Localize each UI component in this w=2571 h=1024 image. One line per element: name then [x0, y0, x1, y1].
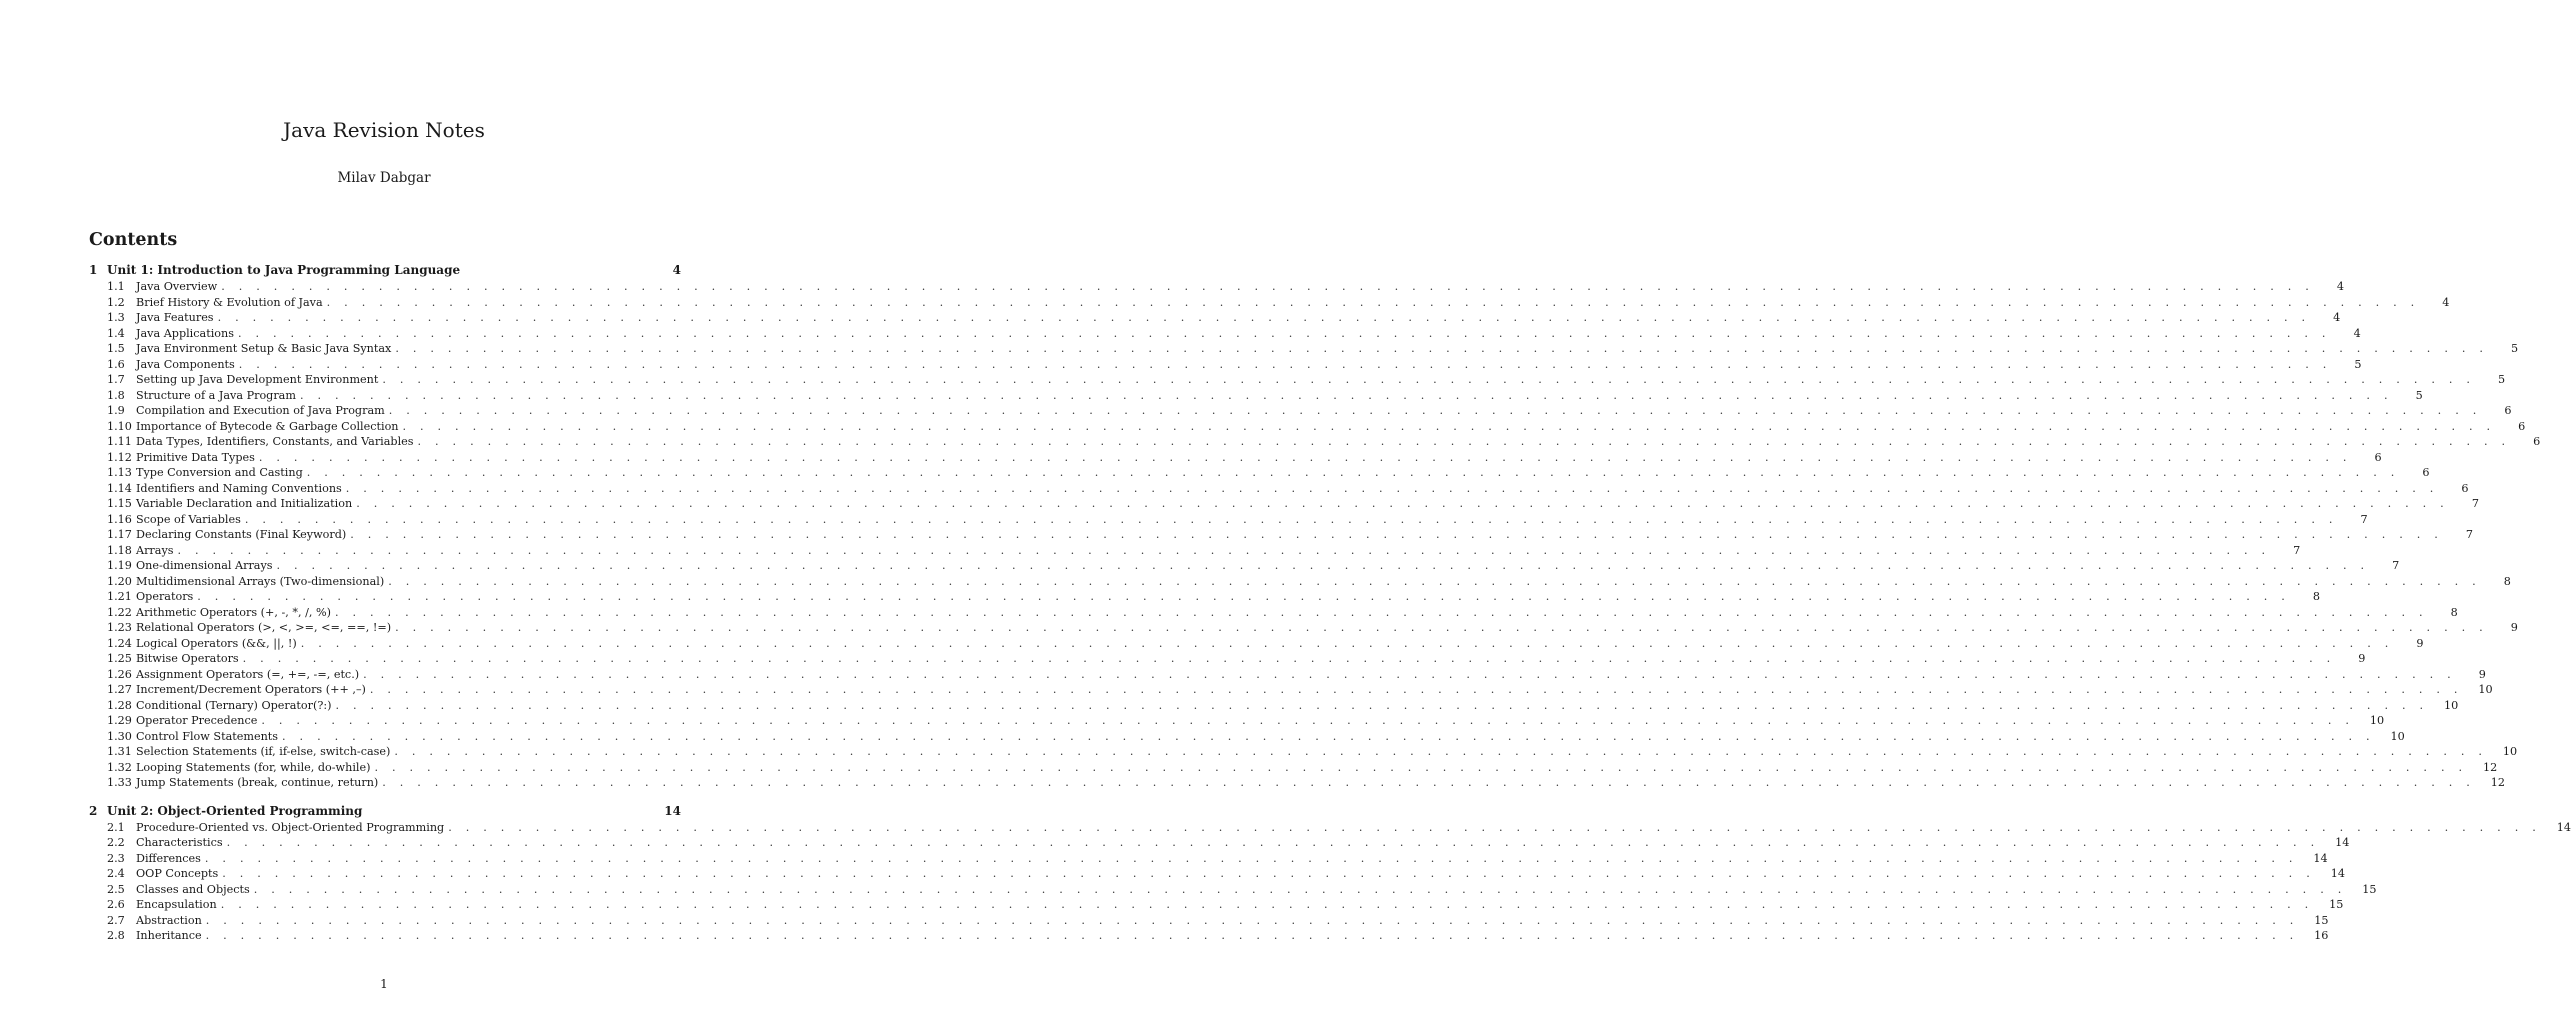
toc-section-title: One-dimensional Arrays	[136, 559, 273, 572]
toc-section-title: Brief History & Evolution of Java	[136, 295, 323, 309]
toc-unit-page: 4	[672, 263, 681, 277]
dot-leader: . . . . . . . . . . . . . . . . . . . . . . . . . . . . . . . . . . . . . . . . . . . . . . . . . . . . . . . . . . . . . . . . . . . . . . . . . . . . . . . . . . . . . . . . . . . . . . . . . . . . . . . . . . . . . . . . . . . . . . . .	[261, 714, 2355, 727]
toc-section-page: 10	[2390, 729, 2405, 743]
toc-section-number: 1.25	[107, 652, 132, 665]
toc-section-title: Multidimensional Arrays (Two-dimensional)	[136, 574, 385, 588]
toc-section-page: 8	[2312, 590, 2321, 603]
dot-leader: . . . . . . . . . . . . . . . . . . . . . . . . . . . . . . . . . . . . . . . . . . . . . . . . . . . . . . . . . . . . . . . . . . . . . . . . . . . . . . . . . . . . . . . . . . . . . . . . . . . . . . . . . . . . . . . . . . . . . . . .	[204, 851, 2298, 865]
toc-section-page: 5	[2498, 373, 2506, 386]
toc-section-number: 2.2	[107, 836, 125, 849]
toc-section-number: 1.32	[107, 760, 132, 774]
toc-section-number: 1.12	[107, 450, 132, 464]
toc-section-page: 6	[2518, 419, 2526, 433]
toc-section-title: Differences	[136, 851, 201, 865]
toc-section-entry[interactable]	[89, 574, 2511, 591]
dot-leader: . . . . . . . . . . . . . . . . . . . . . . . . . . . . . . . . . . . . . . . . . . . . . . . . . . . . . . . . . . . . . . . . . . . . . . . . . . . . . . . . . . . . . . . . . . . . . . . . . . . . . . . . . . . . . . . . . . . . . . . .	[417, 435, 2511, 448]
dot-leader: . . . . . . . . . . . . . . . . . . . . . . . . . . . . . . . . . . . . . . . . . . . . . . . . . . . . . . . . . . . . . . . . . . . . . . . . . . . . . . . . . . . . . . . . . . . . . . . . . . . . . . . . . . . . . . . . . . . . . . . .	[244, 512, 2338, 526]
toc-section-title: Compilation and Execution of Java Program	[136, 404, 385, 417]
toc-section-number: 1.30	[107, 729, 132, 743]
toc-section-page: 7	[2471, 497, 2479, 510]
toc-section-entry[interactable]	[89, 605, 2458, 622]
toc-section-entry[interactable]	[89, 435, 2541, 451]
page-number: 1	[380, 977, 388, 991]
toc-section-entry[interactable]	[89, 836, 2350, 852]
toc-section-title: Control Flow Statements	[136, 729, 279, 743]
toc-section-number: 1.10	[107, 419, 132, 433]
contents-heading: Contents	[89, 230, 178, 250]
toc-section-number: 1.31	[107, 745, 132, 758]
dot-leader: . . . . . . . . . . . . . . . . . . . . . . . . . . . . . . . . . . . . . . . . . . . . . . . . . . . . . . . . . . . . . . . . . . . . . . . . . . . . . . . . . . . . . . . . . . . . . . . . . . . . . . . . . . . . . . . . . . . . . . . .	[326, 295, 2420, 309]
toc-section-entry[interactable]	[89, 357, 2362, 374]
toc-section-title: Scope of Variables	[136, 512, 241, 526]
dot-leader: . . . . . . . . . . . . . . . . . . . . . . . . . . . . . . . . . . . . . . . . . . . . . . . . . . . . . . . . . . . . . . . . . . . . . . . . . . . . . . . . . . . . . . . . . . . . . . . . . . . . . . . . . . . . . . . . . . . . . . . .	[382, 776, 2475, 789]
toc-section-entry[interactable]	[89, 698, 2459, 715]
toc-section-page: 4	[2442, 295, 2450, 309]
dot-leader: . . . . . . . . . . . . . . . . . . . . . . . . . . . . . . . . . . . . . . . . . . . . . . . . . . . . . . . . . . . . . . . . . . . . . . . . . . . . . . . . . . . . . . . . . . . . . . . . . . . . . . . . . . . . . . . . . . . . . . . .	[395, 342, 2489, 355]
toc-section-page: 14	[2313, 851, 2328, 865]
toc-section-page: 12	[2490, 776, 2505, 789]
toc-section-title: Java Features	[136, 311, 214, 324]
dot-leader: . . . . . . . . . . . . . . . . . . . . . . . . . . . . . . . . . . . . . . . . . . . . . . . . . . . . . . . . . . . . . . . . . . . . . . . . . . . . . . . . . . . . . . . . . . . . . . . . . . . . . . . . . . . . . . . . . . . . . . . .	[335, 605, 2428, 619]
toc-section-entry[interactable]	[89, 559, 2400, 575]
toc-section-number: 1.23	[107, 621, 132, 634]
dot-leader: . . . . . . . . . . . . . . . . . . . . . . . . . . . . . . . . . . . . . . . . . . . . . . . . . . . . . . . . . . . . . . . . . . . . . . . . . . . . . . . . . . . . . . . . . . . . . . . . . . . . . . . . . . . . . . . . . . . . . . . .	[221, 280, 2314, 293]
toc-section-title: Arrays	[136, 543, 174, 557]
toc-section-title: Abstraction	[136, 913, 202, 927]
toc-section-page: 9	[2416, 636, 2424, 650]
toc-section-title: Looping Statements (for, while, do-while)	[136, 760, 371, 774]
toc-section-number: 2.5	[107, 882, 125, 896]
toc-section-page: 15	[2329, 898, 2344, 911]
dot-leader: . . . . . . . . . . . . . . . . . . . . . . . . . . . . . . . . . . . . . . . . . . . . . . . . . . . . . . . . . . . . . . . . . . . . . . . . . . . . . . . . . . . . . . . . . . . . . . . . . . . . . . . . . . . . . . . . . . . . . . . .	[374, 760, 2468, 774]
toc-section-number: 1.8	[107, 388, 125, 402]
toc-unit-number: 1	[89, 263, 98, 277]
table-of-contents	[89, 263, 2571, 957]
toc-section-page: 8	[2503, 574, 2511, 588]
toc-section-number: 1.15	[107, 497, 132, 510]
toc-section-page: 7	[2392, 559, 2400, 572]
dot-leader: . . . . . . . . . . . . . . . . . . . . . . . . . . . . . . . . . . . . . . . . . . . . . . . . . . . . . . . . . . . . . . . . . . . . . . . . . . . . . . . . . . . . . . . . . . . . . . . . . . . . . . . . . . . . . . . . . . . . . . . .	[300, 636, 2394, 650]
toc-section-number: 2.8	[107, 929, 125, 942]
dot-leader: . . . . . . . . . . . . . . . . . . . . . . . . . . . . . . . . . . . . . . . . . . . . . . . . . . . . . . . . . . . . . . . . . . . . . . . . . . . . . . . . . . . . . . . . . . . . . . . . . . . . . . . . . . . . . . . . . . . . . . . .	[363, 667, 2456, 681]
toc-section-number: 1.20	[107, 574, 132, 588]
toc-section-page: 6	[2533, 435, 2541, 448]
toc-section-entry[interactable]	[89, 590, 2321, 606]
toc-section-page: 6	[2422, 466, 2430, 479]
dot-leader: . . . . . . . . . . . . . . . . . . . . . . . . . . . . . . . . . . . . . . . . . . . . . . . . . . . . . . . . . . . . . . . . . . . . . . . . . . . . . . . . . . . . . . . . . . . . . . . . . . . . . . . . . . . . . . . . . . . . . . . .	[205, 929, 2299, 942]
toc-section-number: 2.4	[107, 867, 125, 880]
dot-leader: . . . . . . . . . . . . . . . . . . . . . . . . . . . . . . . . . . . . . . . . . . . . . . . . . . . . . . . . . . . . . . . . . . . . . . . . . . . . . . . . . . . . . . . . . . . . . . . . . . . . . . . . . . . . . . . . . . . . . . . .	[394, 745, 2488, 758]
toc-section-number: 1.33	[107, 776, 132, 789]
toc-section-title: Primitive Data Types	[136, 450, 255, 464]
toc-section-page: 15	[2362, 882, 2377, 896]
toc-section-title: Operator Precedence	[136, 714, 258, 727]
dot-leader: . . . . . . . . . . . . . . . . . . . . . . . . . . . . . . . . . . . . . . . . . . . . . . . . . . . . . . . . . . . . . . . . . . . . . . . . . . . . . . . . . . . . . . . . . . . . . . . . . . . . . . . . . . . . . . . . . . . . . . . .	[345, 481, 2439, 495]
toc-section-number: 1.16	[107, 512, 132, 526]
toc-section-page: 7	[2293, 543, 2301, 557]
toc-section-entry[interactable]	[89, 636, 2424, 653]
dot-leader: . . . . . . . . . . . . . . . . . . . . . . . . . . . . . . . . . . . . . . . . . . . . . . . . . . . . . . . . . . . . . . . . . . . . . . . . . . . . . . . . . . . . . . . . . . . . . . . . . . . . . . . . . . . . . . . . . . . . . . . .	[253, 882, 2347, 896]
toc-section-entry[interactable]	[89, 760, 2498, 777]
toc-section-page: 9	[2510, 621, 2518, 634]
toc-section-entry[interactable]	[89, 528, 2473, 544]
toc-section-page: 10	[2502, 745, 2518, 758]
toc-section-entry[interactable]	[89, 481, 2469, 498]
dot-leader: . . . . . . . . . . . . . . . . . . . . . . . . . . . . . . . . . . . . . . . . . . . . . . . . . . . . . . . . . . . . . . . . . . . . . . . . . . . . . . . . . . . . . . . . . . . . . . . . . . . . . . . . . . . . . . . . . . . . . . . .	[356, 497, 2449, 510]
toc-unit	[89, 803, 2571, 945]
toc-section-title: Java Applications	[136, 326, 234, 340]
toc-section-page: 4	[2336, 280, 2344, 293]
document-title: Java Revision Notes	[283, 118, 485, 142]
toc-section-number: 1.19	[107, 559, 132, 572]
toc-section-page: 10	[2443, 698, 2459, 712]
toc-section-title: Characteristics	[136, 836, 223, 849]
toc-section-title: Java Overview	[136, 280, 218, 293]
toc-section-title: Variable Declaration and Initialization	[136, 497, 353, 510]
toc-section-number: 1.26	[107, 667, 132, 681]
toc-section-number: 1.24	[107, 636, 132, 650]
toc-section-title: Increment/Decrement Operators (++ ,–)	[136, 683, 366, 696]
toc-section-title: Setting up Java Development Environment	[136, 373, 379, 386]
toc-section-number: 1.14	[107, 481, 132, 495]
toc-section-page: 7	[2360, 512, 2368, 526]
dot-leader: . . . . . . . . . . . . . . . . . . . . . . . . . . . . . . . . . . . . . . . . . . . . . . . . . . . . . . . . . . . . . . . . . . . . . . . . . . . . . . . . . . . . . . . . . . . . . . . . . . . . . . . . . . . . . . . . . . . . . . . .	[242, 652, 2336, 665]
toc-section-title: Bitwise Operators	[136, 652, 239, 665]
dot-leader: . . . . . . . . . . . . . . . . . . . . . . . . . . . . . . . . . . . . . . . . . . . . . . . . . . . . . . . . . . . . . . . . . . . . . . . . . . . . . . . . . . . . . . . . . . . . . . . . . . . . . . . . . . . . . . . . . . . . . . . .	[448, 820, 2541, 834]
toc-section-entry[interactable]	[89, 867, 2345, 883]
toc-section-entry[interactable]	[89, 326, 2361, 343]
toc-section-number: 1.28	[107, 698, 132, 712]
toc-section-number: 2.1	[107, 820, 125, 834]
toc-section-entry[interactable]	[89, 543, 2301, 560]
toc-section-number: 1.17	[107, 528, 132, 541]
toc-section-page: 6	[2374, 450, 2382, 464]
dot-leader: . . . . . . . . . . . . . . . . . . . . . . . . . . . . . . . . . . . . . . . . . . . . . . . . . . . . . . . . . . . . . . . . . . . . . . . . . . . . . . . . . . . . . . . . . . . . . . . . . . . . . . . . . . . . . . . . . . . . . . . .	[276, 559, 2370, 572]
toc-section-title: Logical Operators (&&, ||, !)	[136, 636, 297, 650]
toc-section-entry[interactable]	[89, 913, 2329, 930]
toc-section-page: 5	[2415, 388, 2423, 402]
toc-section-title: Procedure-Oriented vs. Object-Oriented Programming	[136, 820, 445, 834]
toc-section-page: 9	[2478, 667, 2486, 681]
toc-section-title: Java Environment Setup & Basic Java Syntax	[136, 342, 392, 355]
toc-section-title: OOP Concepts	[136, 867, 219, 880]
toc-section-entry[interactable]	[89, 683, 2493, 699]
toc-section-page: 10	[2478, 683, 2493, 696]
toc-section-page: 10	[2369, 714, 2385, 727]
dot-leader: . . . . . . . . . . . . . . . . . . . . . . . . . . . . . . . . . . . . . . . . . . . . . . . . . . . . . . . . . . . . . . . . . . . . . . . . . . . . . . . . . . . . . . . . . . . . . . . . . . . . . . . . . . . . . . . . . . . . . . . .	[350, 528, 2443, 541]
toc-unit-number: 2	[89, 803, 98, 818]
toc-section-number: 1.4	[107, 326, 125, 340]
toc-section-entry[interactable]	[89, 373, 2506, 389]
dot-leader: . . . . . . . . . . . . . . . . . . . . . . . . . . . . . . . . . . . . . . . . . . . . . . . . . . . . . . . . . . . . . . . . . . . . . . . . . . . . . . . . . . . . . . . . . . . . . . . . . . . . . . . . . . . . . . . . . . . . . . . .	[197, 590, 2291, 603]
dot-leader: . . . . . . . . . . . . . . . . . . . . . . . . . . . . . . . . . . . . . . . . . . . . . . . . . . . . . . . . . . . . . . . . . . . . . . . . . . . . . . . . . . . . . . . . . . . . . . . . . . . . . . . . . . . . . . . . . . . . . . . .	[299, 388, 2393, 402]
dot-leader: . . . . . . . . . . . . . . . . . . . . . . . . . . . . . . . . . . . . . . . . . . . . . . . . . . . . . . . . . . . . . . . . . . . . . . . . . . . . . . . . . . . . . . . . . . . . . . . . . . . . . . . . . . . . . . . . . . . . . . . .	[226, 836, 2320, 849]
toc-section-entry[interactable]	[89, 466, 2430, 482]
toc-section-entry[interactable]	[89, 851, 2328, 868]
toc-section-title: Importance of Bytecode & Garbage Collection	[136, 419, 399, 433]
toc-section-entry[interactable]	[89, 882, 2377, 899]
toc-section-number: 1.7	[107, 373, 125, 386]
toc-section-title: Java Components	[136, 357, 235, 371]
dot-leader: . . . . . . . . . . . . . . . . . . . . . . . . . . . . . . . . . . . . . . . . . . . . . . . . . . . . . . . . . . . . . . . . . . . . . . . . . . . . . . . . . . . . . . . . . . . . . . . . . . . . . . . . . . . . . . . . . . . . . . . .	[306, 466, 2400, 479]
toc-unit-title: Unit 2: Object-Oriented Programming	[107, 803, 363, 818]
toc-section-number: 2.7	[107, 913, 125, 927]
toc-section-entry[interactable]	[89, 729, 2405, 746]
toc-section-number: 1.21	[107, 590, 132, 603]
toc-section-number: 1.1	[107, 280, 125, 293]
toc-section-entry[interactable]	[89, 419, 2526, 436]
toc-unit	[89, 263, 2541, 792]
toc-section-number: 1.3	[107, 311, 125, 324]
toc-section-entry[interactable]	[89, 898, 2344, 914]
toc-section-entry[interactable]	[89, 404, 2512, 420]
toc-section-title: Relational Operators (>, <, >=, <=, ==, !=)	[136, 621, 392, 634]
toc-section-title: Structure of a Java Program	[136, 388, 296, 402]
toc-section-page: 6	[2504, 404, 2512, 417]
toc-unit-title: Unit 1: Introduction to Java Programming Language	[107, 263, 461, 277]
toc-section-entry[interactable]	[89, 621, 2518, 637]
toc-section-page: 9	[2358, 652, 2366, 665]
toc-section-title: Declaring Constants (Final Keyword)	[136, 528, 347, 541]
dot-leader: . . . . . . . . . . . . . . . . . . . . . . . . . . . . . . . . . . . . . . . . . . . . . . . . . . . . . . . . . . . . . . . . . . . . . . . . . . . . . . . . . . . . . . . . . . . . . . . . . . . . . . . . . . . . . . . . . . . . . . . .	[369, 683, 2463, 696]
toc-section-number: 1.29	[107, 714, 132, 727]
toc-section-entry[interactable]	[89, 512, 2368, 529]
toc-section-title: Data Types, Identifiers, Constants, and Variables	[136, 435, 414, 448]
toc-section-entry[interactable]	[89, 745, 2518, 761]
toc-section-number: 1.6	[107, 357, 125, 371]
toc-section-entry[interactable]	[89, 714, 2385, 730]
toc-section-page: 7	[2465, 528, 2473, 541]
toc-section-entry[interactable]	[89, 929, 2329, 945]
toc-section-number: 1.11	[107, 435, 132, 448]
toc-section-number: 1.5	[107, 342, 125, 355]
toc-section-entry[interactable]	[89, 820, 2571, 837]
document-author: Milav Dabgar	[337, 170, 431, 186]
toc-section-page: 15	[2314, 913, 2329, 927]
dot-leader: . . . . . . . . . . . . . . . . . . . . . . . . . . . . . . . . . . . . . . . . . . . . . . . . . . . . . . . . . . . . . . . . . . . . . . . . . . . . . . . . . . . . . . . . . . . . . . . . . . . . . . . . . . . . . . . . . . . . . . . .	[382, 373, 2476, 386]
dot-leader: . . . . . . . . . . . . . . . . . . . . . . . . . . . . . . . . . . . . . . . . . . . . . . . . . . . . . . . . . . . . . . . . . . . . . . . . . . . . . . . . . . . . . . . . . . . . . . . . . . . . . . . . . . . . . . . . . . . . . . . .	[388, 574, 2481, 588]
dot-leader: . . . . . . . . . . . . . . . . . . . . . . . . . . . . . . . . . . . . . . . . . . . . . . . . . . . . . . . . . . . . . . . . . . . . . . . . . . . . . . . . . . . . . . . . . . . . . . . . . . . . . . . . . . . . . . . . . . . . . . . .	[282, 729, 2375, 743]
toc-section-entry[interactable]	[89, 776, 2505, 792]
toc-section-title: Classes and Objects	[136, 882, 250, 896]
toc-section-entry[interactable]	[89, 450, 2382, 467]
toc-section-entry[interactable]	[89, 342, 2519, 358]
toc-section-number: 1.18	[107, 543, 132, 557]
toc-section-page: 4	[2333, 311, 2341, 324]
toc-section-page: 6	[2461, 481, 2469, 495]
toc-section-number: 1.2	[107, 295, 125, 309]
dot-leader: . . . . . . . . . . . . . . . . . . . . . . . . . . . . . . . . . . . . . . . . . . . . . . . . . . . . . . . . . . . . . . . . . . . . . . . . . . . . . . . . . . . . . . . . . . . . . . . . . . . . . . . . . . . . . . . . . . . . . . . .	[220, 898, 2314, 911]
toc-section-entry[interactable]	[89, 388, 2423, 405]
dot-leader: . . . . . . . . . . . . . . . . . . . . . . . . . . . . . . . . . . . . . . . . . . . . . . . . . . . . . . . . . . . . . . . . . . . . . . . . . . . . . . . . . . . . . . . . . . . . . . . . . . . . . . . . . . . . . . . . . . . . . . . .	[238, 357, 2332, 371]
dot-leader: . . . . . . . . . . . . . . . . . . . . . . . . . . . . . . . . . . . . . . . . . . . . . . . . . . . . . . . . . . . . . . . . . . . . . . . . . . . . . . . . . . . . . . . . . . . . . . . . . . . . . . . . . . . . . . . . . . . . . . . .	[222, 867, 2315, 880]
toc-section-title: Assignment Operators (=, +=, -=, etc.)	[136, 667, 360, 681]
toc-unit-entry[interactable]	[89, 804, 681, 821]
toc-section-title: Type Conversion and Casting	[136, 466, 303, 479]
dot-leader: . . . . . . . . . . . . . . . . . . . . . . . . . . . . . . . . . . . . . . . . . . . . . . . . . . . . . . . . . . . . . . . . . . . . . . . . . . . . . . . . . . . . . . . . . . . . . . . . . . . . . . . . . . . . . . . . . . . . . . . .	[177, 543, 2271, 557]
toc-section-page: 16	[2314, 929, 2329, 942]
toc-section-entry[interactable]	[89, 497, 2479, 513]
toc-section-title: Arithmetic Operators (+, -, *, /, %)	[136, 605, 332, 619]
toc-section-title: Operators	[136, 590, 194, 603]
toc-section-title: Selection Statements (if, if-else, switch-case)	[136, 745, 391, 758]
toc-section-number: 1.13	[107, 466, 132, 479]
toc-section-page: 8	[2450, 605, 2458, 619]
toc-section-title: Encapsulation	[136, 898, 217, 911]
toc-section-page: 12	[2482, 760, 2498, 774]
toc-section-number: 2.3	[107, 851, 125, 865]
toc-section-title: Identifiers and Naming Conventions	[136, 481, 342, 495]
toc-section-entry[interactable]	[89, 311, 2341, 327]
dot-leader: . . . . . . . . . . . . . . . . . . . . . . . . . . . . . . . . . . . . . . . . . . . . . . . . . . . . . . . . . . . . . . . . . . . . . . . . . . . . . . . . . . . . . . . . . . . . . . . . . . . . . . . . . . . . . . . . . . . . . . . .	[217, 311, 2311, 324]
toc-section-page: 5	[2510, 342, 2519, 355]
toc-section-title: Inheritance	[136, 929, 202, 942]
toc-section-page: 14	[2330, 867, 2345, 880]
dot-leader: . . . . . . . . . . . . . . . . . . . . . . . . . . . . . . . . . . . . . . . . . . . . . . . . . . . . . . . . . . . . . . . . . . . . . . . . . . . . . . . . . . . . . . . . . . . . . . . . . . . . . . . . . . . . . . . . . . . . . . . .	[402, 419, 2496, 433]
toc-section-title: Conditional (Ternary) Operator(?:)	[136, 698, 332, 712]
toc-section-number: 2.6	[107, 898, 125, 911]
toc-section-page: 5	[2354, 357, 2362, 371]
toc-section-page: 14	[2335, 836, 2350, 849]
dot-leader: . . . . . . . . . . . . . . . . . . . . . . . . . . . . . . . . . . . . . . . . . . . . . . . . . . . . . . . . . . . . . . . . . . . . . . . . . . . . . . . . . . . . . . . . . . . . . . . . . . . . . . . . . . . . . . . . . . . . . . . .	[237, 326, 2331, 340]
dot-leader: . . . . . . . . . . . . . . . . . . . . . . . . . . . . . . . . . . . . . . . . . . . . . . . . . . . . . . . . . . . . . . . . . . . . . . . . . . . . . . . . . . . . . . . . . . . . . . . . . . . . . . . . . . . . . . . . . . . . . . . .	[258, 450, 2352, 464]
toc-unit-entry[interactable]	[89, 263, 681, 280]
dot-leader: . . . . . . . . . . . . . . . . . . . . . . . . . . . . . . . . . . . . . . . . . . . . . . . . . . . . . . . . . . . . . . . . . . . . . . . . . . . . . . . . . . . . . . . . . . . . . . . . . . . . . . . . . . . . . . . . . . . . . . . .	[395, 621, 2488, 634]
toc-section-title: Jump Statements (break, continue, return)	[136, 776, 379, 789]
toc-section-entry[interactable]	[89, 295, 2450, 312]
dot-leader: . . . . . . . . . . . . . . . . . . . . . . . . . . . . . . . . . . . . . . . . . . . . . . . . . . . . . . . . . . . . . . . . . . . . . . . . . . . . . . . . . . . . . . . . . . . . . . . . . . . . . . . . . . . . . . . . . . . . . . . .	[205, 913, 2299, 927]
toc-section-entry[interactable]	[89, 667, 2486, 684]
dot-leader: . . . . . . . . . . . . . . . . . . . . . . . . . . . . . . . . . . . . . . . . . . . . . . . . . . . . . . . . . . . . . . . . . . . . . . . . . . . . . . . . . . . . . . . . . . . . . . . . . . . . . . . . . . . . . . . . . . . . . . . .	[388, 404, 2482, 417]
toc-section-page: 4	[2353, 326, 2361, 340]
toc-section-entry[interactable]	[89, 280, 2344, 296]
toc-unit-page: 14	[664, 803, 681, 818]
toc-section-number: 1.27	[107, 683, 132, 696]
toc-section-entry[interactable]	[89, 652, 2366, 668]
dot-leader: . . . . . . . . . . . . . . . . . . . . . . . . . . . . . . . . . . . . . . . . . . . . . . . . . . . . . . . . . . . . . . . . . . . . . . . . . . . . . . . . . . . . . . . . . . . . . . . . . . . . . . . . . . . . . . . . . . . . . . . .	[335, 698, 2429, 712]
toc-section-number: 1.9	[107, 404, 125, 417]
toc-section-number: 1.22	[107, 605, 132, 619]
toc-section-page: 14	[2556, 820, 2571, 834]
